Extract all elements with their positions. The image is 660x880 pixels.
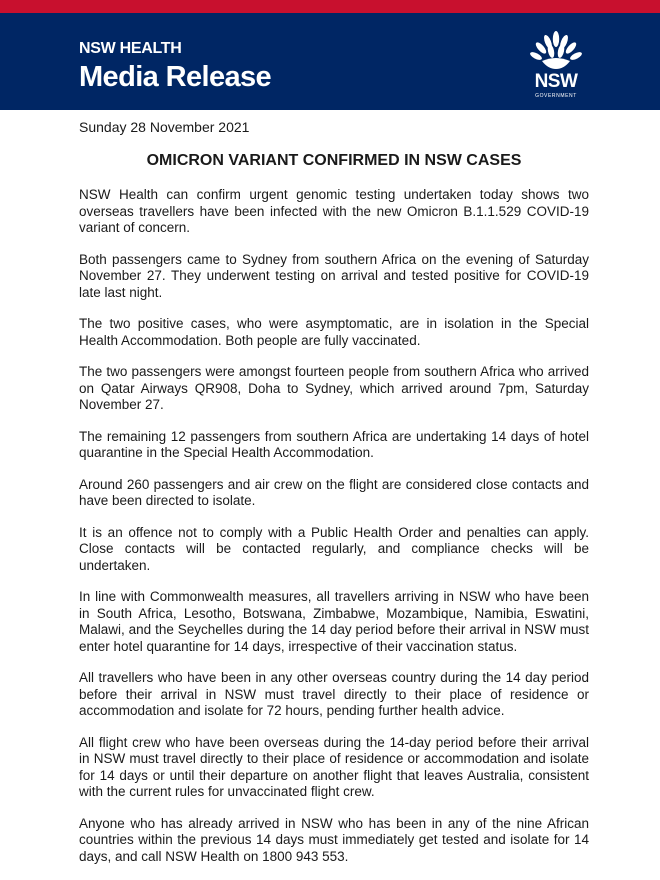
release-headline: OMICRON VARIANT CONFIRMED IN NSW CASES [146,152,522,169]
logo-government-text: GOVERNMENT [535,93,577,99]
logo-nsw-text: NSW [534,71,578,92]
waratah-icon [524,29,588,73]
paragraph: The remaining 12 passengers from southern Africa are undertaking 14 days of hotel quarantine in the Special Health Accommodation. [79,428,589,460]
paragraph: Around 260 passengers and air crew on the flight are considered close contacts and have been directed to isolate. [79,476,589,508]
top-red-strip [0,0,660,13]
paragraph: The two passengers were amongst fourteen people from southern Africa who arrived on Qatar Airways QR908, Doha to Sydney, which arrived around 7pm, Saturday November 27. [79,364,589,412]
nsw-government-logo [524,29,588,107]
paragraph: It is an offence not to comply with a Public Health Order and penalties can apply. Close contacts will be contacted regularly, and compliance checks will be undertaken. [79,524,589,573]
paragraph: Anyone who has already arrived in NSW who has been in any of the nine African countries within the previous 14 days must immediately get tested and isolate for 14 days, and call NSW Health on 1800 943 553. [79,815,589,864]
org-name: NSW HEALTH [79,40,182,57]
paragraph: All travellers who have been in any other overseas country during the 14 day period before their arrival in NSW must travel directly to their place of residence or accommodation and isolate for 72 hours, pending further health advice. [79,670,589,718]
release-body [79,119,589,880]
document-type-title: Media Release [79,61,272,93]
paragraph: In line with Commonwealth measures, all travellers arriving in NSW who have been in South Africa, Lesotho, Botswana, Zimbabwe, Mozambique, Namibia, Eswatini, Malawi, and the Seychelles during the 14 day period before their arrival in NSW must enter hotel quarantine for 14 days, irrespective of their vaccination status. [79,589,589,654]
paragraph: NSW Health can confirm urgent genomic testing undertaken today shows two overseas travellers have been infected with the new Omicron B.1.1.529 COVID-19 variant of concern. [79,187,589,235]
header-banner [0,13,660,110]
paragraph: All flight crew who have been overseas during the 14-day period before their arrival in NSW must travel directly to their place of residence or accommodation and isolate for 14 days or until their departure on another flight that leaves Australia, consistent with the current rules for unvaccinated flight crew. [79,734,589,799]
release-date: Sunday 28 November 2021 [79,119,250,135]
paragraph: The two positive cases, who were asymptomatic, are in isolation in the Special Health Accommodation. Both people are fully vaccinated. [79,316,589,348]
paragraph: Both passengers came to Sydney from southern Africa on the evening of Saturday November 27. They underwent testing on arrival and tested positive for COVID-19 late last night. [79,251,589,300]
